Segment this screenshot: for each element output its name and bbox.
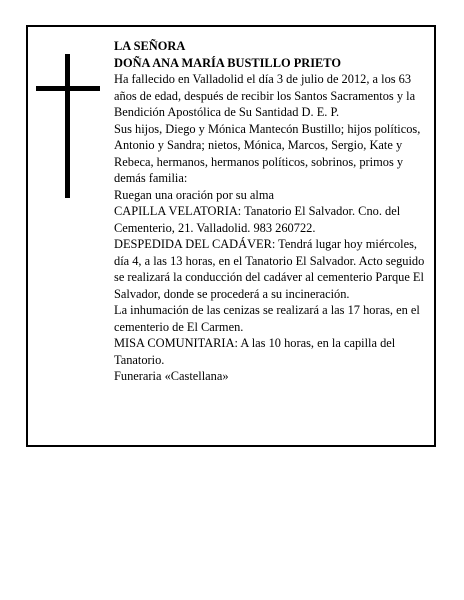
prayer-request: Ruegan una oración por su alma	[114, 187, 274, 202]
cross-horizontal-bar	[36, 86, 100, 91]
family-list: Sus hijos, Diego y Mónica Mantecón Bustillo; hijos políticos, Antonio y Sandra; nietos, Mónica, Marcos, Sergio, Kate y Rebeca, hermanos, hermanos políticos, sobrinos, primos y demás familia:	[114, 121, 421, 185]
burial-info: La inhumación de las cenizas se realizará a las 17 horas, en el cementerio de El Carmen.	[114, 303, 420, 334]
death-announcement: Ha fallecido en Valladolid el día 3 de julio de 2012, a los 63 años de edad, después de recibir los Santos Sacramentos y la Bendición Apostólica de Su Santidad D. E. P.	[114, 72, 416, 119]
farewell-info: DESPEDIDA DEL CADÁVER: Tendrá lugar hoy miércoles, día 4, a las 13 horas, en el Tanatorio El Salvador. Acto seguido se realizará la conducción del cadáver al cementerio Parque El Salvador, donde se procederá a su incineración.	[114, 237, 425, 301]
wake-info: CAPILLA VELATORIA: Tanatorio El Salvador. Cno. del Cementerio, 21. Valladolid. 983 260722.	[114, 204, 401, 235]
mass-info: MISA COMUNITARIA: A las 10 horas, en la capilla del Tanatorio.	[114, 336, 396, 367]
latin-cross-icon	[36, 54, 100, 198]
heading-title: LA SEÑORA	[114, 39, 186, 53]
funeral-home: Funeraria «Castellana»	[114, 369, 229, 383]
cross-vertical-bar	[65, 54, 70, 198]
deceased-name: DOÑA ANA MARÍA BUSTILLO PRIETO	[114, 55, 341, 70]
obituary-text	[114, 38, 426, 385]
